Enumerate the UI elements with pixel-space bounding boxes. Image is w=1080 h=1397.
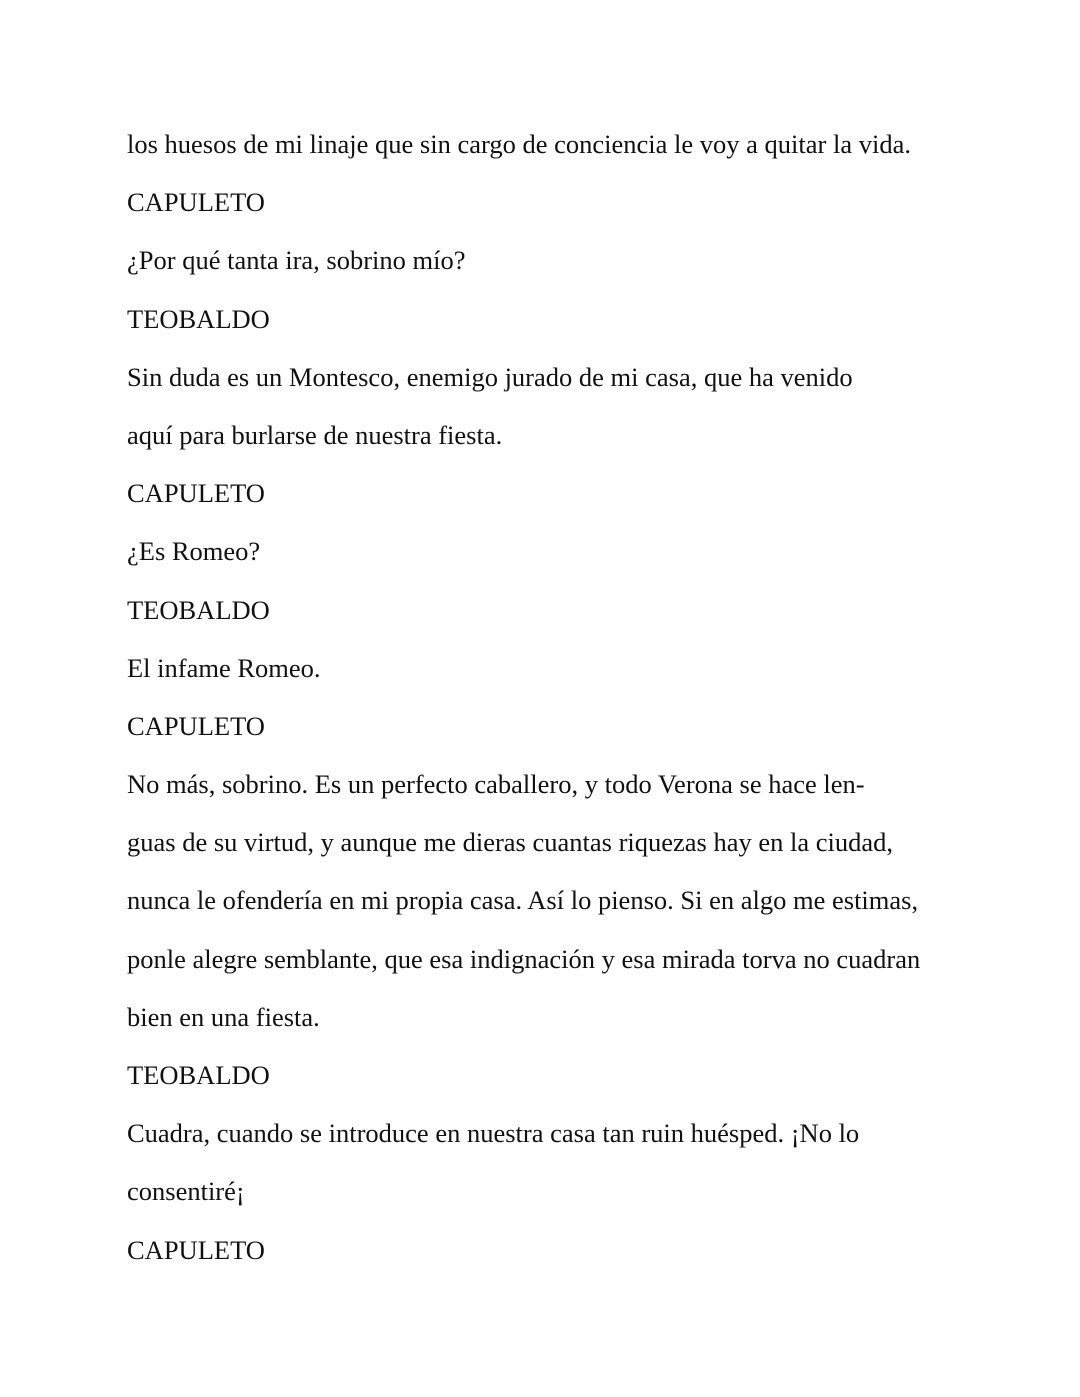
speaker-name: CAPULETO: [127, 1234, 265, 1265]
dialogue-line: ponle alegre semblante, que esa indignación y esa mirada torva no cuadran: [127, 943, 921, 974]
dialogue-line: Sin duda es un Montesco, enemigo jurado de mi casa, que ha venido: [127, 361, 853, 392]
dialogue-line: guas de su virtud, y aunque me dieras cuantas riquezas hay en la ciudad,: [127, 827, 894, 858]
speaker-name: TEOBALDO: [127, 1060, 270, 1090]
speaker-name: CAPULETO: [127, 187, 265, 218]
dialogue-line: bien en una fiesta.: [127, 1001, 320, 1032]
speaker-name: CAPULETO: [127, 710, 265, 741]
speaker-name: TEOBALDO: [127, 303, 270, 334]
dialogue-line: El infame Romeo.: [127, 652, 321, 683]
play-text: [127, 126, 1027, 1290]
dialogue-line: los huesos de mi linaje que sin cargo de conciencia le voy a quitar la vida.: [127, 129, 911, 159]
dialogue-line: ¿Por qué tanta ira, sobrino mío?: [127, 245, 466, 276]
speaker-name: CAPULETO: [127, 478, 265, 509]
dialogue-line: aquí para burlarse de nuestra fiesta.: [127, 419, 503, 450]
dialogue-line: ¿Es Romeo?: [127, 536, 261, 567]
dialogue-line: consentiré¡: [127, 1176, 245, 1207]
dialogue-line: No más, sobrino. Es un perfecto caballero, y todo Verona se hace len-: [127, 769, 865, 800]
speaker-name: TEOBALDO: [127, 594, 270, 625]
dialogue-line: Cuadra, cuando se introduce en nuestra casa tan ruin huésped. ¡No lo: [127, 1118, 860, 1149]
dialogue-line: nunca le ofendería en mi propia casa. Así lo pienso. Si en algo me estimas,: [127, 885, 919, 916]
